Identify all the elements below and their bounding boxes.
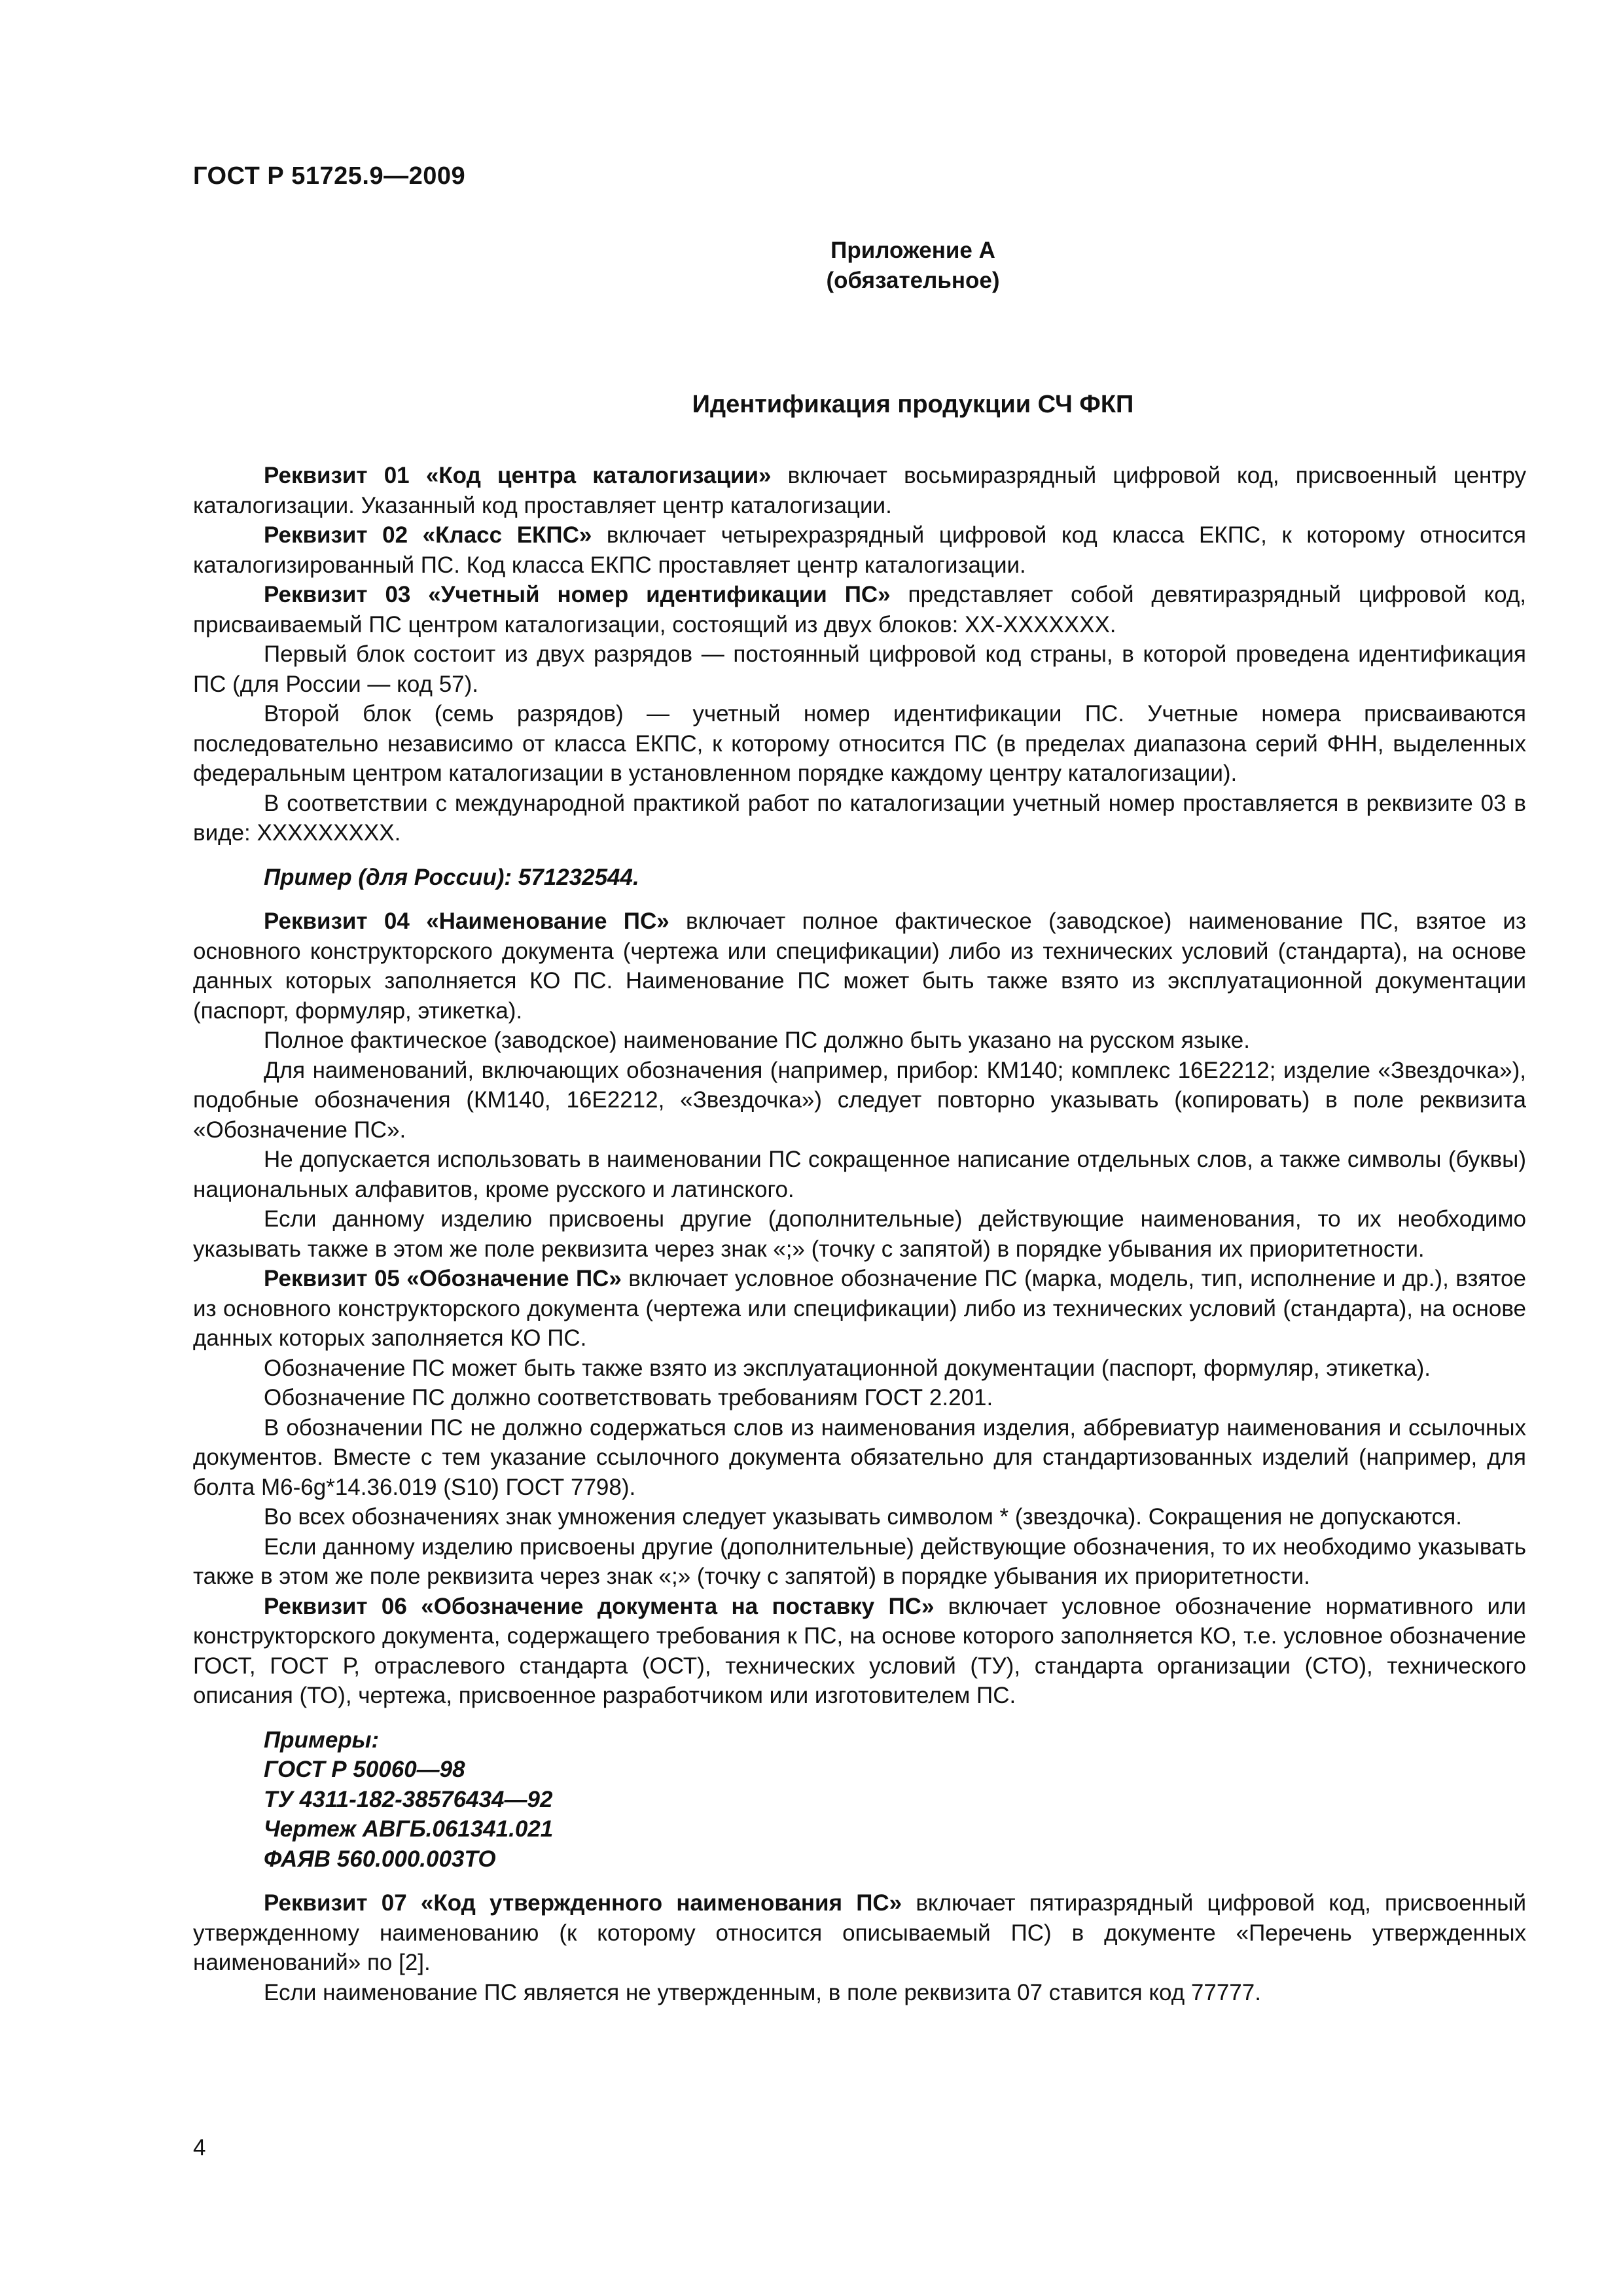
paragraph-requisite-07 <box>193 1888 1526 1978</box>
paragraph-multiplication-sign: Во всех обозначениях знак умножения следует указывать символом * (звездочка). Сокращения не допускаются. <box>264 1504 1462 1530</box>
body-text <box>193 461 1526 2007</box>
requisite-02-text: включает четырехразрядный цифровой код класса ЕКПС, к которому относится каталогизированный ПС. Код класса ЕКПС проставляет центр каталогизации. <box>193 522 1526 578</box>
document-code-header: ГОСТ Р 51725.9—2009 <box>193 162 466 190</box>
example-item: ФАЯВ 560.000.003ТО <box>264 1846 496 1872</box>
examples-title: Примеры: <box>264 1727 380 1753</box>
paragraph-first-block: Первый блок состоит из двух разрядов — постоянный цифровой код страны, в которой проведена идентификация ПС (для России — код 57). <box>193 641 1526 697</box>
paragraph-unapproved-name: Если наименование ПС является не утвержденным, в поле реквизита 07 ставится код 77777. <box>264 1979 1261 2005</box>
paragraph-requisite-05 <box>193 1264 1526 1354</box>
examples-block <box>193 1725 1526 1874</box>
appendix-title: Приложение А <box>830 238 995 263</box>
requisite-03-text: представляет собой девятиразрядный цифровой код, присваиваемый ПС центром каталогизации, состоящий из двух блоков: XX-XXXXXXX. <box>193 582 1526 637</box>
paragraph-requisite-03 <box>193 580 1526 639</box>
requisite-05-text: включает условное обозначение ПС (марка, модель, тип, исполнение и др.), взятое из основного конструкторского документа (чертежа или спецификации) либо из технических условий (стандарта), на основе данных которых заполняется КО ПС. <box>193 1266 1526 1351</box>
example-item: ТУ 4311-182-38576434—92 <box>264 1786 553 1812</box>
paragraph-requisite-02 <box>193 520 1526 580</box>
page-number: 4 <box>193 2135 206 2161</box>
paragraph-requisite-04 <box>193 906 1526 1026</box>
requisite-04-label: Реквизит 04 «Наименование ПС» <box>264 908 669 934</box>
paragraph-russian-language: Полное фактическое (заводское) наименование ПС должно быть указано на русском языке. <box>264 1028 1250 1053</box>
requisite-06-label: Реквизит 06 «Обозначение документа на поставку ПС» <box>264 1593 935 1619</box>
appendix-heading <box>0 236 1623 296</box>
paragraph-international-practice: В соответствии с международной практикой работ по каталогизации учетный номер проставляется в реквизите 03 в виде: XXXXXXXXX. <box>193 790 1526 846</box>
paragraph-abbreviations: Не допускается использовать в наименовании ПС сокращенное написание отдельных слов, а также символы (буквы) национальных алфавитов, кроме русского и латинского. <box>193 1147 1526 1202</box>
requisite-07-label: Реквизит 07 «Код утвержденного наименования ПС» <box>264 1890 902 1916</box>
requisite-02-label: Реквизит 02 «Класс ЕКПС» <box>264 522 592 548</box>
requisite-06-text: включает условное обозначение нормативного или конструкторского документа, содержащего требования к ПС, на основе которого заполняется КО, т.е. условное обозначение ГОСТ, ГОСТ Р, отраслевого стандарта (ОСТ), технических условий (ТУ), стандарта организации (СТО), технического описания (ТО), чертежа, присвоенное разработчиком или изготовителем ПС. <box>193 1593 1526 1708</box>
paragraph-additional-designations: Если данному изделию присвоены другие (дополнительные) действующие обозначения, то их необходимо указывать также в этом же поле реквизита через знак «;» (точку с запятой) в порядке убывания их приоритетности. <box>193 1534 1526 1589</box>
requisite-05-label: Реквизит 05 «Обозначение ПС» <box>264 1266 622 1291</box>
paragraph-gost-2201: Обозначение ПС должно соответствовать требованиям ГОСТ 2.201. <box>264 1385 993 1410</box>
paragraph-designation-content: В обозначении ПС не должно содержаться слов из наименования изделия, аббревиатур наименования и ссылочных документов. Вместе с тем указание ссылочного документа обязательно для стандартизованных изделий (например, для болта М6-6g*14.36.019 (S10) ГОСТ 7798). <box>193 1414 1526 1500</box>
section-title: Идентификация продукции СЧ ФКП <box>692 391 1134 418</box>
paragraph-second-block: Второй блок (семь разрядов) — учетный номер идентификации ПС. Учетные номера присваиваются последовательно независимо от класса ЕКПС, к которому относится ПС (в пределах диапазона серий ФНН, выделенных федеральным центром каталогизации в установленном порядке каждому центру каталогизации). <box>193 701 1526 786</box>
paragraph-requisite-06 <box>193 1592 1526 1711</box>
paragraph-additional-names: Если данному изделию присвоены другие (дополнительные) действующие наименования, то их необходимо указывать также в этом же поле реквизита через знак «;» (точку с запятой) в порядке убывания их приоритетности. <box>193 1206 1526 1262</box>
requisite-03-label: Реквизит 03 «Учетный номер идентификации ПС» <box>264 582 891 607</box>
paragraph-designations-in-names: Для наименований, включающих обозначения (например, прибор: КМ140; комплекс 16Е2212; изделие «Звездочка»), подобные обозначения (КМ140, 16Е2212, «Звездочка») следует повторно указывать (копировать) в поле реквизита «Обозначение ПС». <box>193 1057 1526 1143</box>
paragraph-designation-source: Обозначение ПС может быть также взято из эксплуатационной документации (паспорт, формуляр, этикетка). <box>264 1355 1431 1381</box>
example-item: ГОСТ Р 50060—98 <box>264 1757 465 1782</box>
appendix-status: (обязательное) <box>826 268 1000 293</box>
paragraph-requisite-01 <box>193 461 1526 520</box>
example-russia: Пример (для России): 571232544. <box>264 864 639 890</box>
example-item: Чертеж АВГБ.061341.021 <box>264 1816 554 1842</box>
requisite-07-text: включает пятиразрядный цифровой код, присвоенный утвержденному наименованию (к которому относится описываемый ПС) в документе «Перечень утвержденных наименований» по [2]. <box>193 1890 1526 1975</box>
requisite-01-label: Реквизит 01 «Код центра каталогизации» <box>264 463 772 488</box>
requisite-01-text: включает восьмиразрядный цифровой код, присвоенный центру каталогизации. Указанный код проставляет центр каталогизации. <box>193 463 1526 518</box>
requisite-04-text: включает полное фактическое (заводское) наименование ПС, взятое из основного конструкторского документа (чертежа или спецификации) либо из технических условий (стандарта), на основе данных которых заполняется КО ПС. Наименование ПС может быть также взято из эксплуатационной документации (паспорт, формуляр, этикетка). <box>193 908 1526 1024</box>
